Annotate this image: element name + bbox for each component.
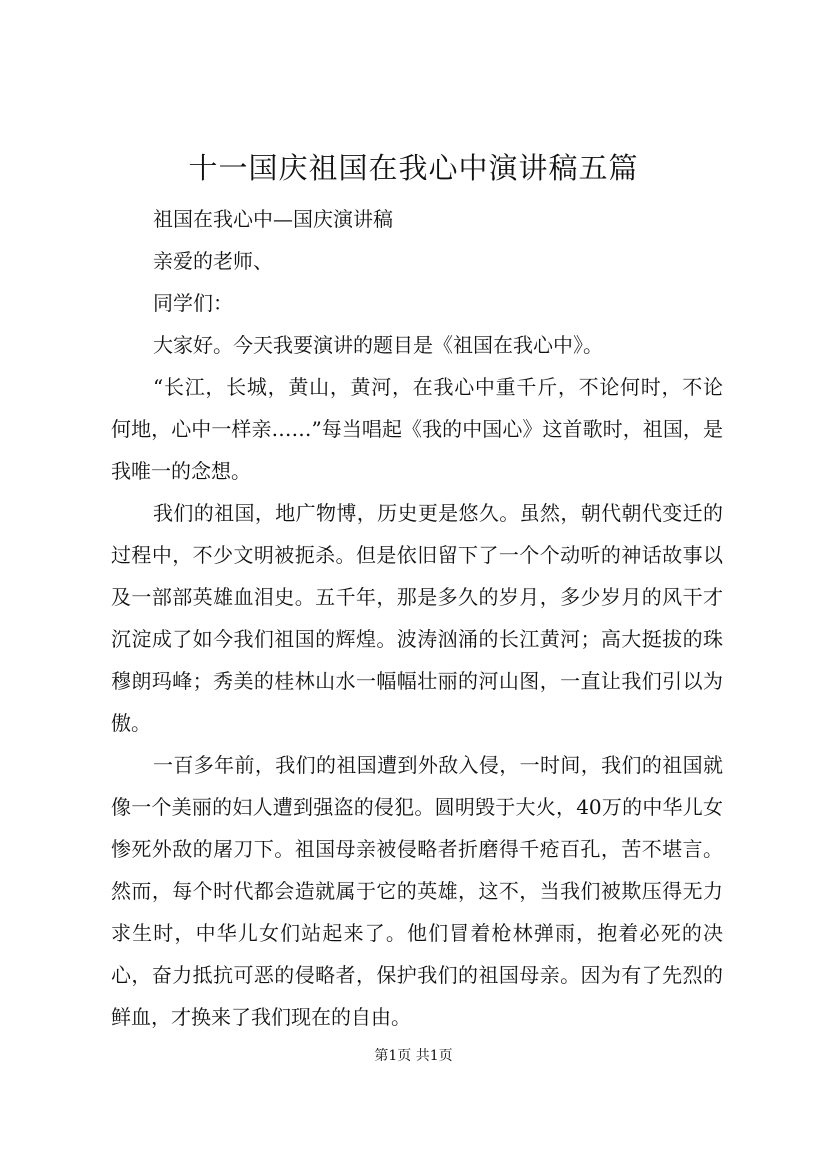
salutation-line: 亲爱的老师、 <box>153 249 273 273</box>
paragraph: 我们的祖国，地广物博，历史更是悠久。虽然，朝代朝代变迁的过程中，不少文明被扼杀。但是依旧留下了一个个动听的神话故事以及一部部英雄血泪史。五千年，那是多久的岁月，多少岁月的风干才沉淀成了如今我们祖国的辉煌。波涛汹涌的长江黄河；高大挺拔的珠穆朗玛峰；秀美的桂林山水一幅幅壮丽的河山图，一直让我们引以为傲。 <box>111 501 723 735</box>
paragraph: “长江，长城，黄山，黄河，在我心中重千斤，不论何时，不论何地，心中一样亲……”每当唱起《我的中国心》这首歌时，祖国，是我唯一的念想。 <box>111 375 723 483</box>
subtitle-line: 祖国在我心中—国庆演讲稿 <box>153 207 393 231</box>
salutation-line: 同学们： <box>153 291 233 315</box>
paragraph: 一百多年前，我们的祖国遭到外敌入侵，一时间，我们的祖国就像一个美丽的妇人遭到强盗的侵犯。圆明毁于大火，40万的中华儿女惨死外敌的屠刀下。祖国母亲被侵略者折磨得千疮百孔，苦不堪言。然而，每个时代都会造就属于它的英雄，这不，当我们被欺压得无力求生时，中华儿女们站起来了。他们冒着枪林弹雨，抱着必死的决心，奋力抵抗可恶的侵略者，保护我们的祖国母亲。因为有了先烈的鲜血，才换来了我们现在的自由。 <box>111 753 723 1029</box>
document-title: 十一国庆祖国在我心中演讲稿五篇 <box>188 151 639 185</box>
document-body <box>111 198 723 1038</box>
page-number: 第1页 共1页 <box>374 1048 453 1064</box>
greeting-line: 大家好。今天我要演讲的题目是《祖国在我心中》。 <box>153 333 603 357</box>
